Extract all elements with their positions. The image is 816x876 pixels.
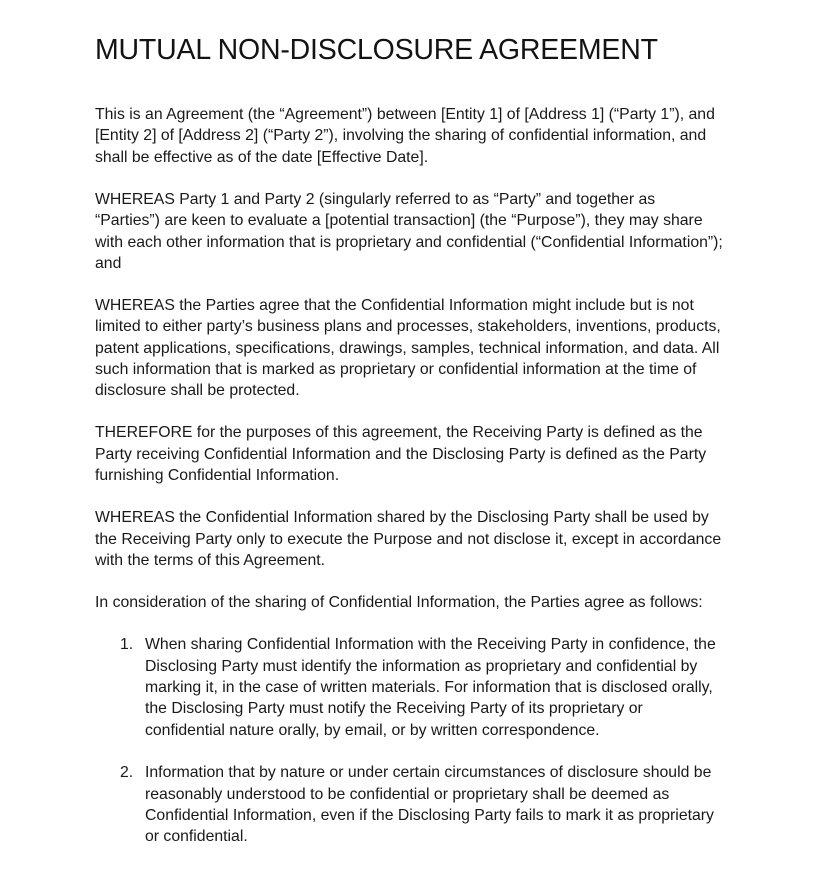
list-item-marker: 2. bbox=[120, 764, 134, 782]
list-item-text: Information that by nature or under certain circumstances of disclosure should be reasonably understood to be confidential or proprietary shall be deemed as Confidential Information, even if the Disclosing Party fails to mark it as proprietary or confidential. bbox=[145, 764, 714, 846]
paragraph-therefore-definitions: THEREFORE for the purposes of this agreement, the Receiving Party is defined as the Party receiving Confidential Information and the Disclosing Party is defined as the Party furnishing Confidential Information. bbox=[95, 424, 707, 485]
list-item-text: When sharing Confidential Information with the Receiving Party in confidence, the Disclosing Party must identify the information as proprietary and confidential by marking it, in the case of written materials. For information that is disclosed orally, the Disclosing Party must notify the Receiving Party of its proprietary or confidential nature orally, by email, or by written correspondence. bbox=[145, 636, 716, 739]
paragraph-whereas-purpose: WHEREAS Party 1 and Party 2 (singularly referred to as “Party” and together as “Parties”) are keen to evaluate a [potential transaction] (the “Purpose”), they may share with each other information that is proprietary and confidential (“Confidential Information”); and bbox=[95, 190, 723, 272]
document-body bbox=[95, 0, 723, 848]
paragraph-whereas-use: WHEREAS the Confidential Information shared by the Disclosing Party shall be used by the Receiving Party only to execute the Purpose and not disclose it, except in accordance with the terms of this Agreement. bbox=[95, 509, 722, 569]
document-title: MUTUAL NON-DISCLOSURE AGREEMENT bbox=[95, 34, 658, 66]
clause-list bbox=[95, 613, 723, 848]
list-item bbox=[95, 741, 723, 848]
list-item bbox=[95, 613, 723, 741]
list-item-marker: 1. bbox=[120, 636, 134, 654]
paragraph-whereas-scope: WHEREAS the Parties agree that the Confidential Information might include but is not limited to either party’s business plans and processes, stakeholders, inventions, products, patent applications, specifications, drawings, samples, technical information, and data. All such information that is marked as proprietary or confidential information at the time of disclosure shall be protected. bbox=[95, 296, 721, 400]
clause-list-intro: In consideration of the sharing of Confidential Information, the Parties agree as follows: bbox=[95, 593, 703, 611]
paragraph-parties: This is an Agreement (the “Agreement”) between [Entity 1] of [Address 1] (“Party 1”), and [Entity 2] of [Address 2] (“Party 2”), involving the sharing of confidential information, and shall be effective as of the date [Effective Date]. bbox=[95, 106, 715, 166]
